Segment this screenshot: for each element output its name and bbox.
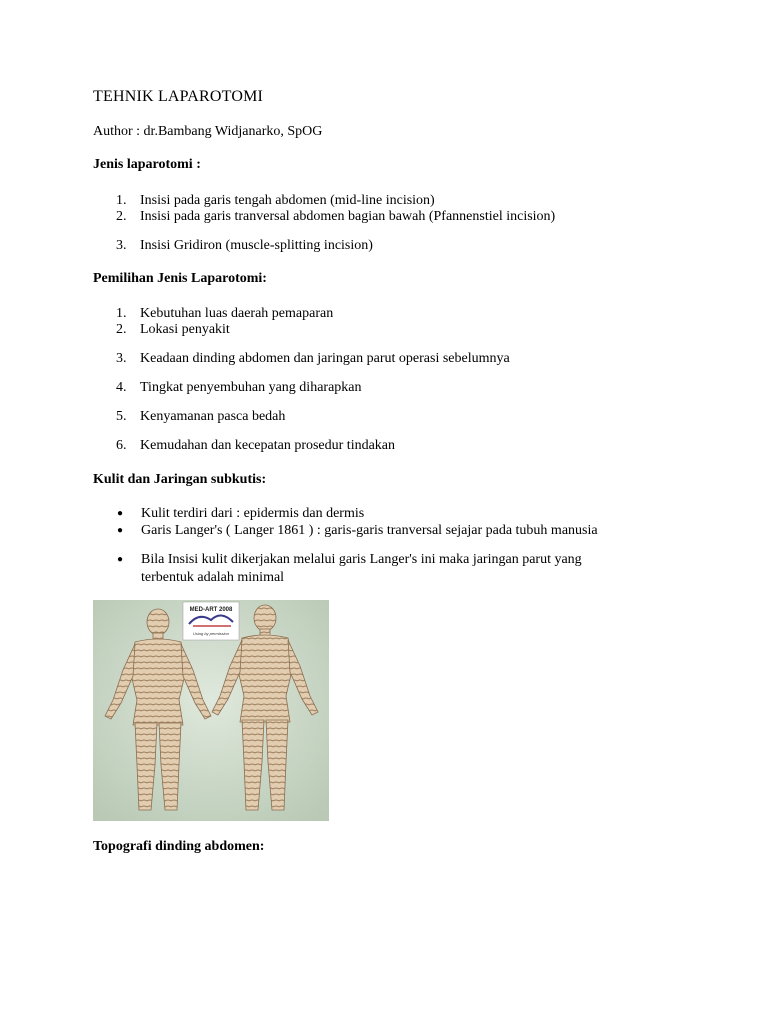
- list-number: 3.: [116, 351, 127, 366]
- list-item-text: Insisi pada garis tranversal abdomen bagian bawah (Pfannenstiel incision): [140, 209, 556, 224]
- list-item-text: Tingkat penyembuhan yang diharapkan: [140, 380, 362, 395]
- heading-topografi: Topografi dinding abdomen:: [93, 839, 265, 854]
- bullet-icon: ●: [117, 508, 124, 519]
- list-item-text: Keadaan dinding abdomen dan jaringan parut operasi sebelumnya: [140, 351, 510, 366]
- watermark-title: MED-ART 2008: [189, 607, 233, 613]
- bullet-icon: ●: [117, 525, 124, 536]
- list-item-text: Kemudahan dan kecepatan prosedur tindakan: [140, 438, 396, 453]
- bullet-icon: ●: [117, 554, 124, 565]
- list-item: [116, 350, 510, 368]
- list-number: 3.: [116, 238, 127, 253]
- list-item: [116, 379, 362, 397]
- list-item-text-line2: terbentuk adalah minimal: [141, 570, 285, 585]
- list-item-text: Insisi pada garis tengah abdomen (mid-line incision): [140, 193, 435, 208]
- heading-pemilihan-jenis: Pemilihan Jenis Laparotomi:: [93, 271, 267, 286]
- list-item-text: Lokasi penyakit: [140, 322, 230, 337]
- list-item: [116, 321, 230, 339]
- langer-lines-illustration: [93, 600, 329, 821]
- list-item: [116, 208, 555, 226]
- list-item-text: Kenyamanan pasca bedah: [140, 409, 286, 424]
- list-item: [116, 551, 582, 587]
- heading-kulit-jaringan: Kulit dan Jaringan subkutis:: [93, 472, 267, 487]
- watermark-subtitle: Using by permission: [192, 631, 230, 636]
- list-item-text: Insisi Gridiron (muscle-splitting incision): [140, 238, 373, 253]
- list-number: 2.: [116, 322, 127, 337]
- author-line: Author : dr.Bambang Widjanarko, SpOG: [93, 124, 323, 139]
- heading-jenis-laparotomi: Jenis laparotomi :: [93, 157, 201, 172]
- med-art-watermark: [183, 602, 239, 640]
- list-number: 1.: [116, 306, 127, 321]
- list-item-text-block: [141, 551, 582, 587]
- list-number: 4.: [116, 380, 127, 395]
- list-item: [116, 237, 373, 255]
- list-item-text-line1: Bila Insisi kulit dikerjakan melalui garis Langer's ini maka jaringan parut yang: [141, 552, 582, 567]
- list-item-text: Kulit terdiri dari : epidermis dan dermis: [141, 506, 365, 521]
- list-item: [116, 437, 395, 455]
- list-item-text: Kebutuhan luas daerah pemaparan: [140, 306, 334, 321]
- list-number: 5.: [116, 409, 127, 424]
- list-item: [116, 408, 285, 426]
- langer-lines-figure: [93, 600, 329, 821]
- list-number: 1.: [116, 193, 127, 208]
- list-item-text: Garis Langer's ( Langer 1861 ) : garis-garis tranversal sejajar pada tubuh manusia: [141, 523, 598, 538]
- list-item: [116, 522, 598, 541]
- document-title: TEHNIK LAPAROTOMI: [93, 88, 264, 105]
- list-number: 6.: [116, 438, 127, 453]
- list-number: 2.: [116, 209, 127, 224]
